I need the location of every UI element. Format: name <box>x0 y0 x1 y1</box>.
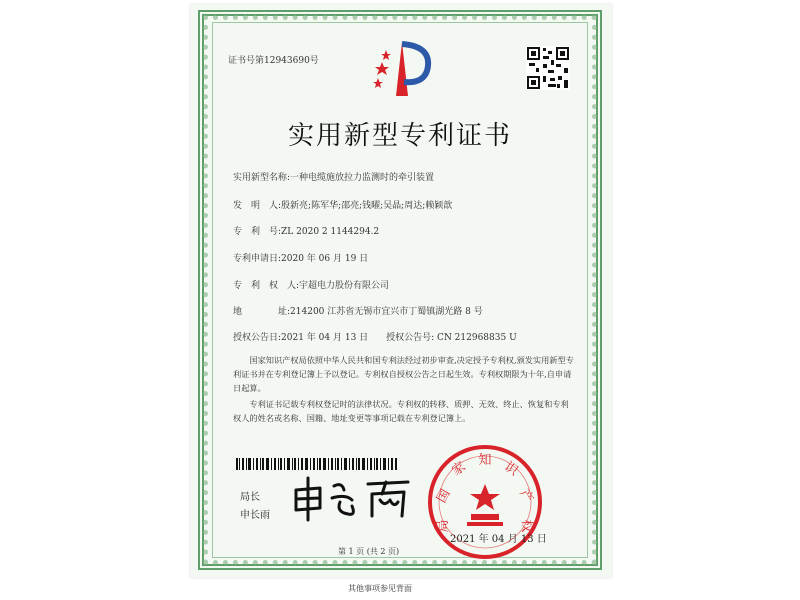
svg-text:权: 权 <box>519 519 534 533</box>
seal-date: 2021 年 04 月 13 日 <box>450 534 547 545</box>
svg-text:局: 局 <box>436 519 451 533</box>
cnipa-logo-icon <box>372 38 434 100</box>
field-label: 专 利 权 人: <box>233 281 300 291</box>
field-value: 一种电缆施放拉力监测时的牵引装置 <box>290 173 435 183</box>
field-label: 专 利 号: <box>233 227 282 237</box>
certificate-title: 实用新型专利证书 <box>287 121 512 151</box>
field-value: 2021 年 04 月 13 日 授权公告号: CN 212968835 U <box>281 333 517 343</box>
field-label: 专利申请日: <box>233 254 282 264</box>
qr-code-icon <box>526 46 570 90</box>
field-label: 地 址: <box>233 307 291 317</box>
back-note: 其他事项参见背面 <box>348 584 412 593</box>
field-label: 授权公告日: <box>233 333 282 343</box>
field-inventors <box>233 198 452 211</box>
svg-text:识: 识 <box>501 459 521 480</box>
svg-text:知: 知 <box>478 453 492 468</box>
handwritten-signature-icon <box>290 472 420 524</box>
signature-title-name: 申长雨 <box>240 510 270 521</box>
field-patent-number <box>233 224 379 237</box>
signature-title-director: 局长 <box>240 492 260 503</box>
legal-paragraph-2: 专利证书记载专利权登记时的法律状况。专利权的转移、质押、无效、终止、恢复和专利权人的姓名或名称、国籍、地址变更等事项记载在专利登记簿上。 <box>233 399 569 423</box>
field-utility-model-name <box>233 170 434 183</box>
svg-text:国: 国 <box>434 486 454 506</box>
field-value: 2020 年 06 月 19 日 <box>281 254 369 264</box>
field-value: ZL 2020 2 1144294.2 <box>281 227 380 237</box>
field-patentee <box>233 278 389 291</box>
field-application-date <box>233 251 368 264</box>
legal-paragraph-1: 国家知识产权局依照中华人民共和国专利法经过初步审查,决定授予专利权,颁发实用新型专利证书并在专利登记簿上予以登记。专利权自授权公告之日起生效。专利权期限为十年,自申请日起算。 <box>233 355 574 393</box>
field-address <box>233 304 483 317</box>
field-grant-date <box>233 330 517 343</box>
field-label: 发 明 人: <box>233 201 282 211</box>
svg-text:产: 产 <box>516 486 536 506</box>
field-value: 214200 江苏省无锡市宜兴市丁蜀镇湖光路 8 号 <box>290 307 483 317</box>
barcode-icon <box>236 458 398 470</box>
certificate-number: 证书号第12943690号 <box>228 56 319 66</box>
field-label: 实用新型名称: <box>233 173 291 183</box>
field-value: 殷新亮;陈军华;邵亮;钱曜;吴晶;周达;赖颖歆 <box>281 201 453 211</box>
field-value: 宇超电力股份有限公司 <box>299 281 390 291</box>
page-number: 第 1 页 (共 2 页) <box>338 547 400 556</box>
svg-text:家: 家 <box>449 459 469 480</box>
